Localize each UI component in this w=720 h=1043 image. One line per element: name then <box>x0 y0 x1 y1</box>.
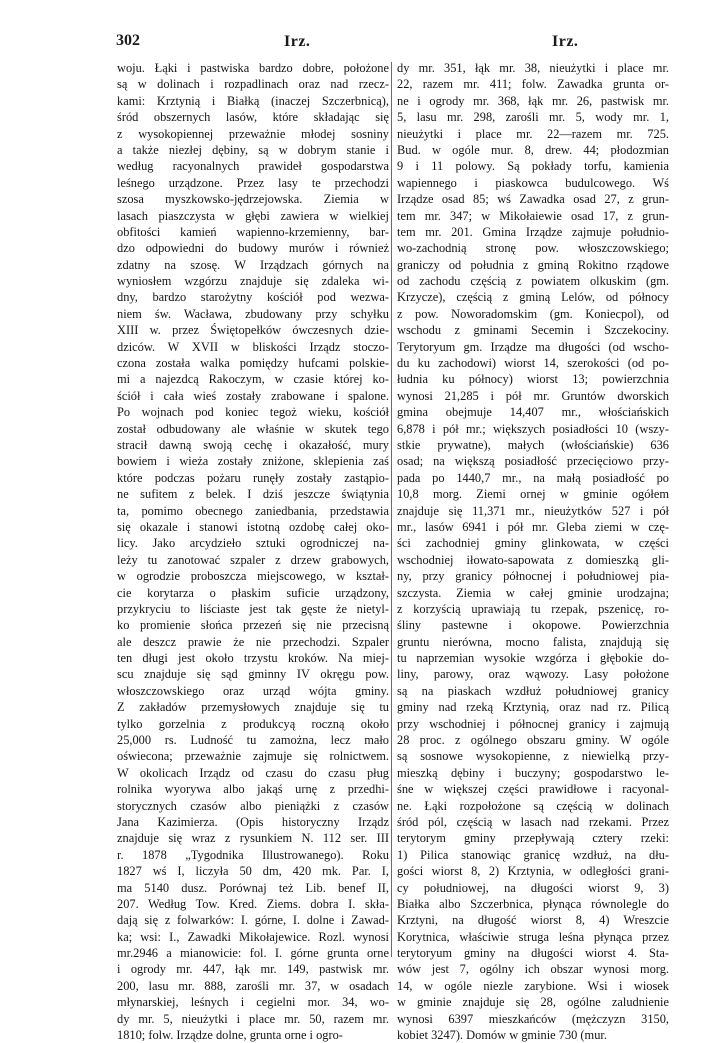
text-line: wynosi 6397 mieszkańców (mężczyzn 3150, <box>397 1011 669 1026</box>
text-line: scu znajduje się sąd gminny IV okręgu pow. <box>117 667 389 682</box>
text-line: dy mr. 5, nieużytki i place mr. 50, razem mr. <box>117 1011 389 1026</box>
text-line: Terytoryum gm. Irządze ma długości (od wscho- <box>397 339 669 354</box>
text-line: ny, przy granicy północnej i południowej pia- <box>397 569 669 584</box>
text-line: ne i ogrody mr. 368, łąk mr. 26, pastwisk mr. <box>397 93 669 108</box>
text-line: dny, bardzo starożytny kościół pod wezwa- <box>117 290 389 305</box>
text-line: niem św. Wacława, zbudowany przy schyłku <box>117 306 389 321</box>
text-line: wapiennego i piaskowca budulcowego. Wś <box>397 175 669 190</box>
text-line: wschodu z gminami Secemin i Szczekociny. <box>397 323 669 338</box>
text-line: 9 i 11 polowy. Są pokłady torfu, kamienia <box>397 159 669 174</box>
text-line: znajduje się wraz z rysunkiem N. 112 ser. III <box>117 831 389 846</box>
text-line: terytorym gminy przepływają cztery rzeki: <box>397 831 669 846</box>
text-line: tem mr. 347; w Mikołaiewie osad 17, z grun- <box>397 208 669 223</box>
text-line: rolnika wyorywa albo jakąś urnę z przedhi- <box>117 782 389 797</box>
text-line: i ogrody mr. 447, łąk mr. 149, pastwisk mr. <box>117 962 389 977</box>
text-line: r. 1878 „Tygodnika Illustrowanego). Roku <box>117 847 389 862</box>
text-line: cy południowej, na długości wiorst 9, 3) <box>397 880 669 895</box>
text-line: dają się z folwarków: I. górne, I. dolne i Zawad- <box>117 913 389 928</box>
text-line: przykryciu to liściaste jest tak gęste że nietyl- <box>117 601 389 616</box>
text-line: z wysokopiennej przeważnie młodej sosniny <box>117 126 389 141</box>
text-line: leśnego urządzone. Przez lasy te przechodzi <box>117 175 389 190</box>
text-line: mi a najezdcą Rakoczym, w czasie której ko- <box>117 372 389 387</box>
text-line: śliny pastewne i okopowe. Powierzchnia <box>397 618 669 633</box>
text-line: z pow. Noworadomskim (gm. Koniecpol), od <box>397 306 669 321</box>
text-line: Krztyni, na długość wiorst 8, 4) Wreszcie <box>397 913 669 928</box>
text-line: łudnia ku północy) wiorst 13; powierzchnia <box>397 372 669 387</box>
text-line: śród pól, częścią w lasach nad rzekami. Przez <box>397 814 669 829</box>
text-line: Korytnica, właściwie struga leśna płynąca przez <box>397 929 669 944</box>
text-line: ko promienie słońca przezeń się nie przecisną <box>117 618 389 633</box>
text-line: tylko gorzelnia z produkcyą roczną około <box>117 716 389 731</box>
text-line: w ogrodzie proboszcza miejscowego, w kształ- <box>117 569 389 584</box>
text-line: gości wiorst 8, 2) Krztynia, w odległości grani- <box>397 864 669 879</box>
text-line: mieszką dębiny i buczyny; gospodarstwo le- <box>397 765 669 780</box>
text-line: ści zachodniej gminy glinkowata, w części <box>397 536 669 551</box>
column-divider <box>391 62 392 957</box>
text-line: XIII w. przez Świętopełków ówczesnych dzie- <box>117 323 389 338</box>
text-line: ne. Łąki rozpołożone są częścią w dolinach <box>397 798 669 813</box>
text-line: graniczy od południa z gminą Rokitno rządowe <box>397 257 669 272</box>
text-line: W okolicach Irządz od czasu do czasu pług <box>117 765 389 780</box>
text-line: 200, lasu mr. 888, zarośli mr. 37, w osadach <box>117 978 389 993</box>
text-line: Po wojnach pod koniec tegoż wieku, kościół <box>117 405 389 420</box>
text-line: 1) Pilica stanowiąc granicę wzdłuż, na dłu- <box>397 847 669 862</box>
text-line: są sosnowe wysokopienne, z niewielką przy- <box>397 749 669 764</box>
text-line: wo-zachodnią stronę pow. włoszczowskiego; <box>397 241 669 256</box>
text-line: Irządze osad 85; wś Zawadka osad 27, z grun- <box>397 192 669 207</box>
text-line: dzo odpowiedni do budowy murów i również <box>117 241 389 256</box>
page-number: 302 <box>116 32 140 49</box>
text-line: oświecona; przeważnie zajmuje się rolnictwem. <box>117 749 389 764</box>
text-line: Jana Kazimierza. (Opis historyczny Irządz <box>117 814 389 829</box>
text-line: szosa myszkowsko-jędrzejowska. Ziemia w <box>117 192 389 207</box>
text-line: nieużytki i place mr. 22—razem mr. 725. <box>397 126 669 141</box>
text-line: w gminie znajduje się 28, ogólne zaludnienie <box>397 995 669 1010</box>
text-line: storycznych czasów albo pieniążki z czasów <box>117 798 389 813</box>
text-line: kami: Krztynią i Białką (inaczej Szczerbnicą), <box>117 93 389 108</box>
left-text-column <box>117 60 389 1043</box>
text-line: obfitości kamień wapienno-krzemienny, bar- <box>117 224 389 239</box>
text-line: dy mr. 351, łąk mr. 38, nieużytki i place mr. <box>397 61 669 75</box>
text-line: się okazale i stanowi istotną ozdobę całej oko- <box>117 519 389 534</box>
text-line: tu naprzemian wysokie wzgórza i głębokie do- <box>397 651 669 666</box>
text-line: od zachodu częścią z powiatem olkuskim (gm. <box>397 274 669 289</box>
text-line: Bud. w ogóle mur. 8, drew. 44; płodozmian <box>397 142 669 157</box>
text-line: lasach piaszczysta w głębi zawiera w wielkiej <box>117 208 389 223</box>
text-line: 6,878 i pół mr.; większych posiadłości 10 (wszy- <box>397 421 669 436</box>
text-line: stkie prywatne), małych (włościańskie) 636 <box>397 437 669 452</box>
text-line: zdatny na szosę. W Irządzach górnych na <box>117 257 389 272</box>
text-line: z korzyścią uprawiają tu rzepak, pszenicę, ro- <box>397 601 669 616</box>
text-line: są na piaskach wzdłuż południowej granicy <box>397 683 669 698</box>
page-header <box>116 32 676 56</box>
text-line: 1810; folw. Irządze dolne, grunta orne i ogro- <box>117 1028 343 1043</box>
text-line: dziców. W XVII w bliskości Irządz stoczo- <box>117 339 389 354</box>
text-line: woju. Łąki i pastwiska bardzo dobre, położone <box>117 61 389 75</box>
text-line: du ku zachodowi) wiorst 14, szerokości (od po- <box>397 356 669 371</box>
running-head-left: Irz. <box>284 33 311 50</box>
text-line: gminy nad rzeką Krztynią, oraz nad rz. Pilicą <box>397 700 669 715</box>
text-line: szczysta. Ziemia w całej gminie urodzajna; <box>397 585 669 600</box>
text-line: tem mr. 201. Gmina Irządze zajmuje południo- <box>397 224 669 239</box>
text-line: Z zakładów przemysłowych znajduje się tu <box>117 700 389 715</box>
text-line: 25,000 rs. Ludność tu zamożna, lecz mało <box>117 733 389 748</box>
text-line: Białka albo Szczerbnica, płynąca równolegle do <box>397 896 669 911</box>
text-line: włoszczowskiego oraz urząd wójta gminy. <box>117 683 389 698</box>
text-line: wów jest 7, ogólny ich obszar wynosi morg. <box>397 962 669 977</box>
text-line: śród obszernych lasów, które składając się <box>117 110 389 125</box>
text-line: terytoryum gminy na długości wiorst 4. Sta- <box>397 946 669 961</box>
right-text-column <box>397 60 669 1043</box>
text-line: 1827 wś I, liczyła 50 dm, 420 mk. Par. I, <box>117 864 389 879</box>
text-line: Krzycze), częścią z gminą Lelów, od północy <box>397 290 669 305</box>
text-line: został odbudowany ale właśnie w skutek tego <box>117 421 389 436</box>
text-line: ściół i cała wieś zostały zrabowane i spalone. <box>117 388 389 403</box>
text-line: ka; wsi: I., Zawadki Mikołajewice. Rozl. wynosi <box>117 929 389 944</box>
text-line: mr., lasów 6941 i pół mr. Gleba ziemi w czę- <box>397 519 669 534</box>
text-line: ma 5140 dusz. Porównaj też Lib. benef II, <box>117 880 389 895</box>
text-line: są w dolinach i rozpadlinach oraz nad rzecz- <box>117 77 389 92</box>
text-line: stracił dawną swoją cechę i okazałość, mury <box>117 437 389 452</box>
text-line: bowiem i wieża zostały zniżone, sklepienia zaś <box>117 454 389 469</box>
text-line: 207. Według Tow. Kred. Ziems. dobra I. skła- <box>117 896 389 911</box>
text-line: 5, lasu mr. 298, zarośli mr. 5, wody mr. 1, <box>397 110 669 125</box>
text-line: 28 proc. z ogólnego obszaru gminy. W ogóle <box>397 733 669 748</box>
text-line: cie korytarza o płaskim suficie urządzony, <box>117 585 389 600</box>
text-line: 14, w ogóle niezle zarybione. Wsi i wiosek <box>397 978 669 993</box>
text-line: leży tu zanotować szpaler z drzew grabowych, <box>117 552 389 567</box>
text-line: przy wschodniej i północnej granicy i zajmują <box>397 716 669 731</box>
text-line: wschodniej iłowato-sapowata z domieszką gli- <box>397 552 669 567</box>
text-line: ta, pomimo obecnego zaniedbania, przedstawia <box>117 503 389 518</box>
text-line: osad; na większą posiadłość przecięciowo przy- <box>397 454 669 469</box>
text-line: wynosi 21,285 i pół mr. Gruntów dworskich <box>397 388 669 403</box>
text-line: liny, parowy, oraz wąwozy. Lasy położone <box>397 667 669 682</box>
text-line: gruntu nierówna, mocno falista, znajdują się <box>397 634 669 649</box>
text-line: mr.2946 a mianowicie: fol. I. górne grunta orne <box>117 946 389 961</box>
text-line: znajduje się 11,371 mr., nieużytków 527 i pół <box>397 503 669 518</box>
text-line: czona została walka pomiędzy hufcami polskie- <box>117 356 389 371</box>
text-line: ne sufitem z belek. I dziś jeszcze świątynia <box>117 487 389 502</box>
text-line: ten długi jest około trzystu kroków. Na miej- <box>117 651 389 666</box>
text-line: 10,8 morg. Ziemi ornej w gminie ogółem <box>397 487 669 502</box>
text-line: śne w większej części prawidłowe i racyonal- <box>397 782 669 797</box>
text-line: gmina obejmuje 14,407 mr., włościańskich <box>397 405 669 420</box>
text-line: a także niezłej dębiny, są w dobrym stanie i <box>117 142 389 157</box>
text-line: licy. Jako arcydzieło sztuki ogrodniczej na- <box>117 536 389 551</box>
text-line: według racyonalnych prawideł gospodarstwa <box>117 159 389 174</box>
text-line: młynarskiej, leśnych i cegielni mor. 34, wo- <box>117 995 389 1010</box>
text-line: które podczas pożaru runęły zostały zastąpio- <box>117 470 389 485</box>
running-head-right: Irz. <box>552 33 579 50</box>
text-line: ale deszcz prawie że nie przechodzi. Szpaler <box>117 634 389 649</box>
text-line: wyniosłem wzgórzu znajduje się zdaleka wi- <box>117 274 389 289</box>
text-line: kobiet 3247). Domów w gminie 730 (mur. <box>397 1028 607 1043</box>
text-line: 22, razem mr. 411; folw. Zawadka grunta or- <box>397 77 669 92</box>
text-line: pada po 1440,7 mr., na małą posiadłość po <box>397 470 669 485</box>
